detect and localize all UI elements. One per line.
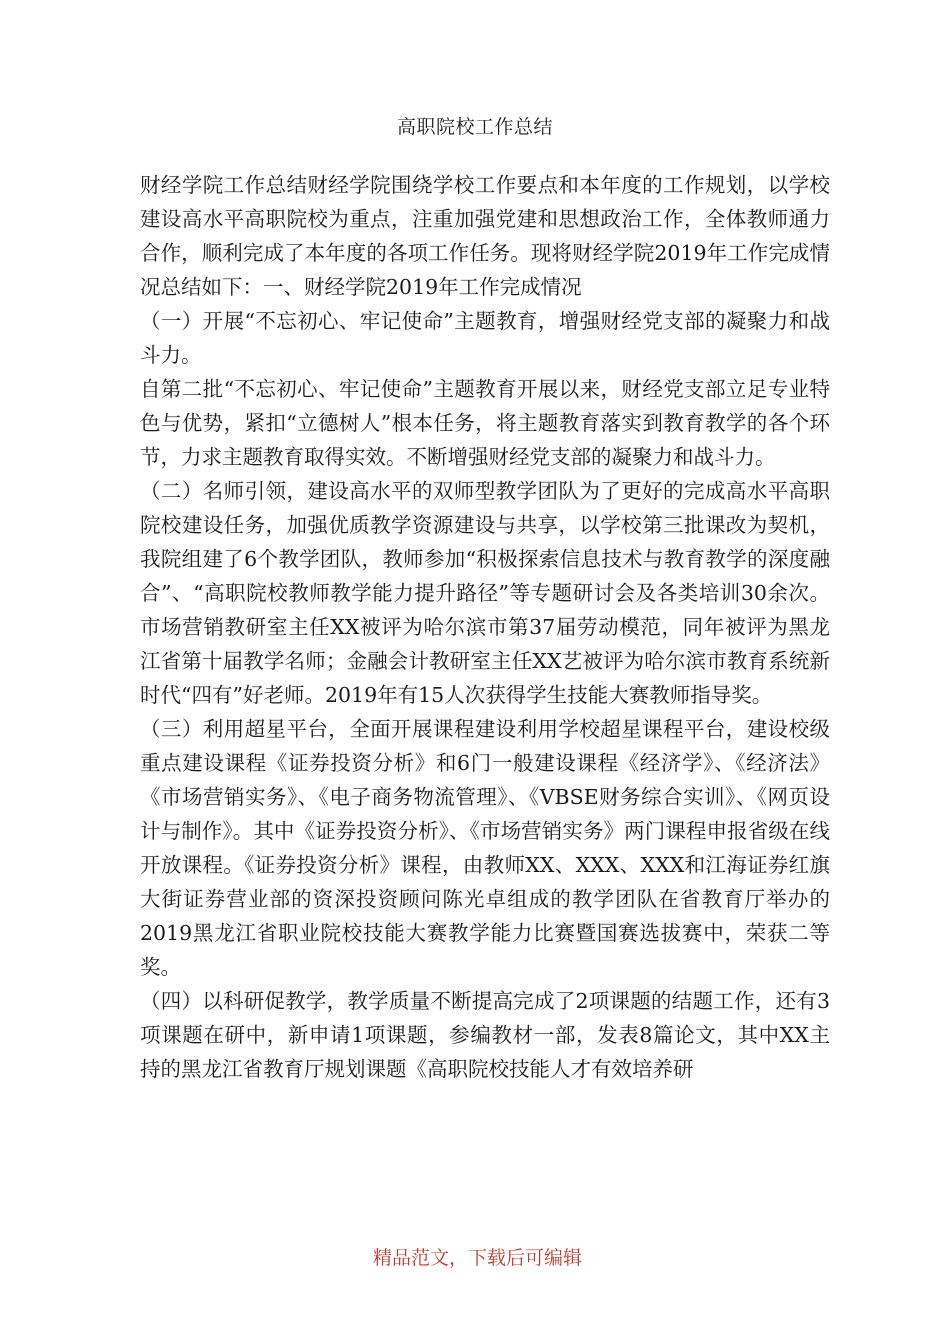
- footer-note: 精品范文，下载后可编辑: [373, 1247, 583, 1269]
- paragraph-section-3: （三）利用超星平台，全面开展课程建设利用学校超星课程平台，建设校级重点建设课程《证券投资分析》和6门一般建设课程《经济学》、《经济法》《市场营销实务》、《电子商务物流管理》、《VBSE财务综合实训》、《网页设计与制作》。其中《证券投资分析》、《市场营销实务》两门课程申报省级在线开放课程。《证券投资分析》课程，由教师XX、XXX、XXX和江海证券红旗大街证券营业部的资深投资顾问陈光卓组成的教学团队在省教育厅举办的2019黑龙江省职业院校技能大赛教学能力比赛暨国赛选拔赛中，荣获二等奖。: [140, 717, 830, 979]
- paragraph-section-2: （二）名师引领，建设高水平的双师型教学团队为了更好的完成高水平高职院校建设任务，加强优质教学资源建设与共享，以学校第三批课改为契机，我院组建了6个教学团队，教师参加“积极探索信息技术与教育教学的深度融合”、“高职院校教师教学能力提升路径”等专题研讨会及各类培训30余次。市场营销教研室主任XX被评为哈尔滨市第37届劳动模范，同年被评为黑龙江省第十届教学名师；金融会计教研室主任XX艺被评为哈尔滨市教育系统新时代“四有”好老师。2019年有15人次获得学生技能大赛教师指导奖。: [140, 479, 830, 707]
- paragraph-section-1-body: 自第二批“不忘初心、牢记使命”主题教育开展以来，财经党支部立足专业特色与优势，紧扣“立德树人”根本任务，将主题教育落实到教育教学的各个环节，力求主题教育取得实效。不断增强财经党支部的凝聚力和战斗力。: [140, 377, 830, 469]
- document-body: [140, 168, 830, 1086]
- paragraph-section-1-heading: （一）开展“不忘初心、牢记使命”主题教育，增强财经党支部的凝聚力和战斗力。: [140, 309, 830, 367]
- paragraph-intro: 财经学院工作总结财经学院围绕学校工作要点和本年度的工作规划，以学校建设高水平高职院校为重点，注重加强党建和思想政治工作，全体教师通力合作，顺利完成了本年度的各项工作任务。现将财经学院2019年工作完成情况总结如下：一、财经学院2019年工作完成情况: [140, 173, 830, 299]
- paragraph-section-4: （四）以科研促教学，教学质量不断提高完成了2项课题的结题工作，还有3项课题在研中，新申请1项课题，参编教材一部，发表8篇论文，其中XX主持的黑龙江省教育厅规划课题《高职院校技能人才有效培养研: [140, 989, 830, 1081]
- document-title: 高职院校工作总结: [396, 116, 553, 138]
